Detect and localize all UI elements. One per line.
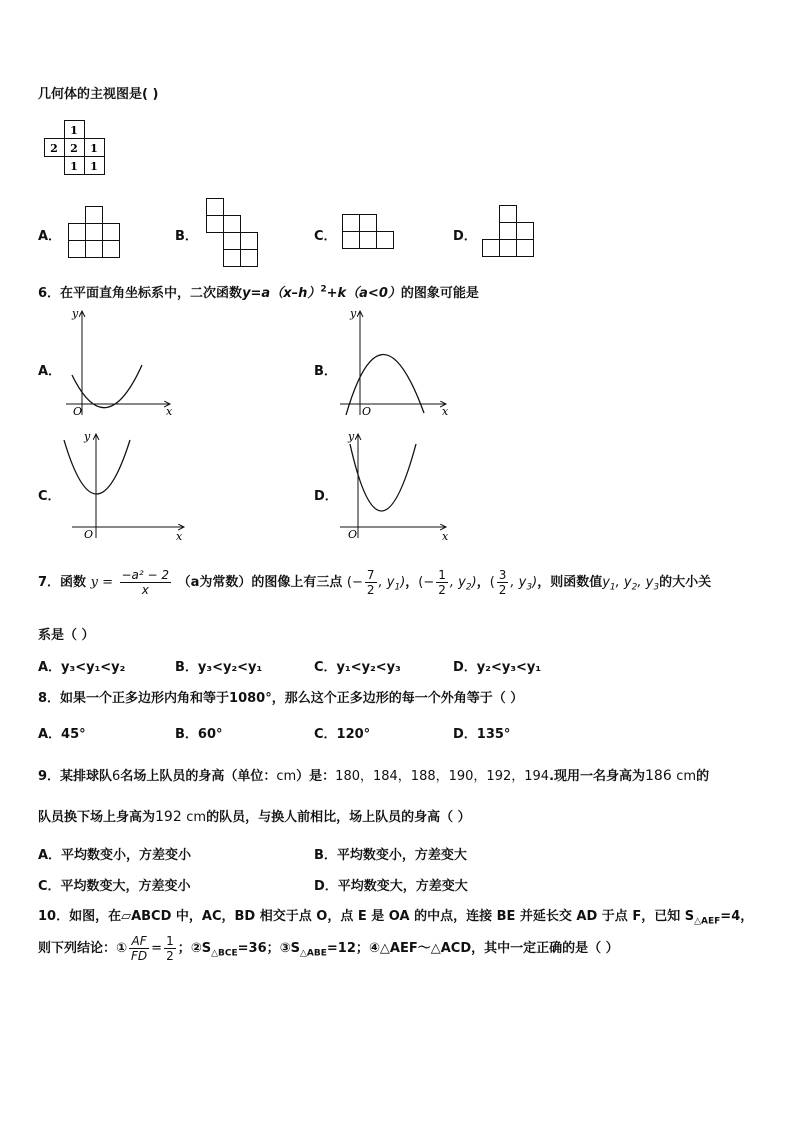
q6-graph-c	[62, 428, 188, 540]
grid-r1c1: 2	[70, 142, 78, 155]
q7-option-c: C．y₁<y₂<y₃	[314, 660, 401, 675]
q5-stem: 几何体的主视图是( )	[38, 87, 159, 102]
grid-r1c0: 2	[50, 142, 58, 155]
q6-stem: 6．在平面直角坐标系中，二次函数$y=a(x-h)^2+k(a<0)$的图象可能是	[38, 284, 479, 301]
q8-stem: 8．如果一个正多边形内角和等于1080°，那么这个正多边形的每一个外角等于（ ）	[38, 691, 524, 706]
grid-r1c2: 1	[90, 142, 98, 155]
origin-label: O	[73, 405, 83, 417]
q9-option-a: A．平均数变小，方差变小	[38, 848, 192, 863]
x-axis-label: x	[442, 530, 449, 540]
y-axis-label: y	[72, 307, 79, 320]
x-axis-label: x	[442, 405, 449, 417]
q9-stem-line2: 队员换下场上身高为192 cm的队员，与换人前相比，场上队员的身高（ ）	[38, 809, 471, 825]
q9-option-c: C．平均数变大，方差变小	[38, 879, 191, 894]
q5-option-b-figure	[206, 198, 262, 270]
q9-option-b: B．平均数变小，方差变大	[314, 848, 467, 863]
q10-stem-line2: 则下列结论：① $\frac{AF}{FD}$ = $\frac{1}{2}$ ；$②S_{\triangle BCE}=36$；$③S_{\triangle ABE}=12$；④△AEF～△ACD，其中一定正确的是（ ）	[38, 934, 619, 963]
q7-option-a: A．y₃<y₁<y₂	[38, 660, 126, 675]
q9-option-d: D．平均数变大，方差变大	[314, 879, 468, 894]
q7-stem-line2: 系是（ ）	[38, 628, 95, 643]
q5-option-a-figure	[68, 206, 122, 260]
q6-option-b-label: B．	[314, 364, 337, 379]
origin-label: O	[362, 405, 372, 417]
grid-r0c1: 1	[70, 124, 78, 137]
x-axis-label: x	[176, 530, 183, 540]
x-axis-label: x	[166, 405, 173, 417]
q5-option-d-label: D．	[453, 229, 477, 244]
q7-option-b: B．y₃<y₂<y₁	[175, 660, 263, 675]
q5-option-a-label: A．	[38, 229, 62, 244]
y-axis-label: y	[350, 307, 357, 320]
grid-r2c2: 1	[90, 160, 98, 173]
q7-stem-line1: 7．函数 y = $\frac{\text{−a² − 2}}{x}$ （a为常数）的图像上有三点 (− $\frac{7}{2}$ , $y_1$)，(− $\frac{1}{2}$ , $y_2$)，( $\frac{3}{2}$ , $y_3$)，则函数值$y_1$, $y_2$, $y_3$的大小关	[38, 568, 712, 597]
q8-option-d: D．135°	[453, 727, 511, 742]
q9-stem-line1: 9．某排球队6名场上队员的身高（单位：cm）是：180，184，188，190，192，194.现用一名身高为186 cm的	[38, 768, 710, 784]
origin-label: O	[348, 528, 358, 540]
origin-label: O	[84, 528, 94, 540]
q6-option-a-label: A．	[38, 364, 62, 379]
q5-option-b-label: B．	[175, 229, 198, 244]
q6-graph-b	[338, 305, 456, 417]
q6-option-c-label: C．	[38, 489, 61, 504]
q8-option-b: B．60°	[175, 727, 223, 742]
q5-option-d-figure	[482, 205, 538, 259]
q5-option-c-figure	[342, 214, 396, 250]
q5-number-grid	[44, 120, 106, 176]
q6-graph-d	[338, 428, 456, 540]
q6-graph-a	[62, 305, 180, 417]
q8-option-a: A．45°	[38, 727, 86, 742]
grid-r2c1: 1	[70, 160, 78, 173]
q5-option-c-label: C．	[314, 229, 337, 244]
q7-option-d: D．y₂<y₃<y₁	[453, 660, 542, 675]
y-axis-label: y	[348, 430, 355, 443]
y-axis-label: y	[84, 430, 91, 443]
q10-stem-line1: 10．如图，在▱ABCD 中，AC，BD 相交于点 O，点 E 是 OA 的中点，连接 BE 并延长交 AD 于点 F，已知 $S_{\triangle AEF}=4$，	[38, 909, 754, 927]
q6-option-d-label: D．	[314, 489, 338, 504]
q8-option-c: C．120°	[314, 727, 371, 742]
